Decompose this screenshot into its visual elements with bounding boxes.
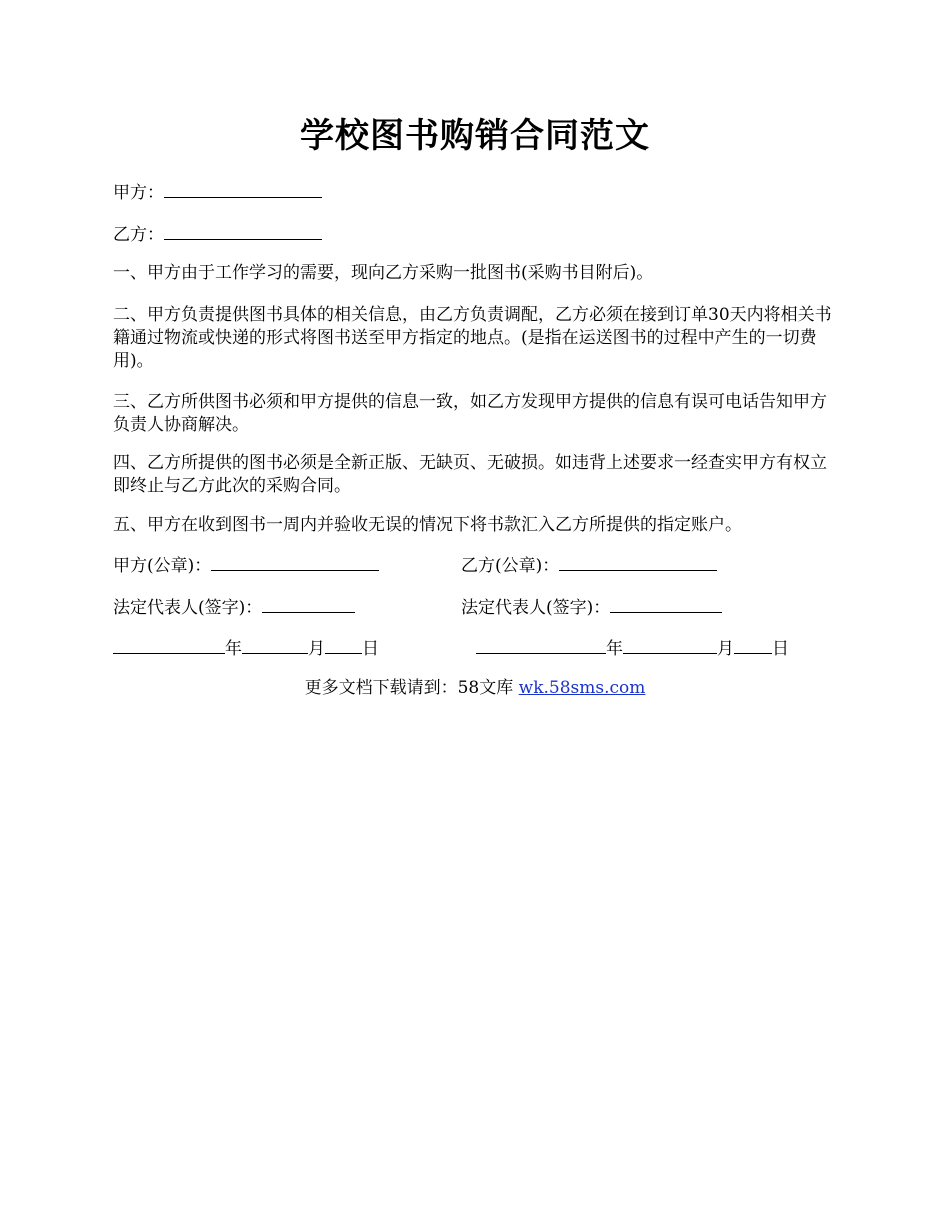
date-b-month-blank — [623, 636, 717, 654]
date-a-month-label: 月 — [308, 639, 325, 659]
rep-a-blank — [262, 595, 355, 613]
date-a-line — [113, 636, 379, 661]
clause-5: 五、甲方在收到图书一周内并验收无误的情况下将书款汇入乙方所提供的指定账户。 — [113, 515, 742, 535]
clause-2: 二、甲方负责提供图书具体的相关信息，由乙方负责调配，乙方必须在接到订单30天内将相关书籍通过物流或快递的形式将图书送至甲方指定的地点。(是指在运送图书的过程中产生的一切费用)。 — [113, 305, 832, 371]
date-a-year-label: 年 — [225, 639, 242, 659]
footer-link[interactable]: wk.58sms.com — [518, 678, 646, 698]
date-a-month-blank — [242, 636, 308, 654]
party-a-blank — [164, 180, 322, 198]
footer — [0, 677, 950, 700]
date-a-day-label: 日 — [362, 639, 379, 659]
party-a-seal-label: 甲方(公章)： — [113, 556, 212, 576]
date-b-month-label: 月 — [717, 639, 734, 659]
date-b-day-blank — [734, 636, 772, 654]
party-a-label: 甲方： — [113, 183, 164, 203]
party-a-seal-blank — [211, 553, 379, 571]
party-b-label: 乙方： — [113, 225, 164, 245]
date-a-day-blank — [325, 636, 362, 654]
clause-4: 四、乙方所提供的图书必须是全新正版、无缺页、无破损。如违背上述要求一经查实甲方有权立即终止与乙方此次的采购合同。 — [113, 453, 827, 496]
rep-b-label: 法定代表人(签字)： — [461, 598, 611, 618]
clause-1: 一、甲方由于工作学习的需要，现向乙方采购一批图书(采购书目附后)。 — [113, 263, 654, 283]
date-b-day-label: 日 — [772, 639, 789, 659]
rep-a-label: 法定代表人(签字)： — [113, 598, 263, 618]
clause-3: 三、乙方所供图书必须和甲方提供的信息一致，如乙方发现甲方提供的信息有误可电话告知甲方负责人协商解决。 — [113, 392, 827, 435]
date-b-year-label: 年 — [606, 639, 623, 659]
party-b-seal-blank — [559, 553, 717, 571]
rep-b-line — [461, 595, 722, 620]
date-b-line — [476, 636, 789, 661]
date-b-year-blank — [476, 636, 606, 654]
party-b-blank — [164, 222, 322, 240]
party-a-seal-line — [113, 553, 379, 578]
footer-prefix: 更多文档下载请到：58文库 — [304, 678, 514, 698]
document-title: 学校图书购销合同范文 — [300, 116, 650, 156]
party-b-seal-line — [461, 553, 717, 578]
party-b-line — [113, 222, 322, 247]
party-b-seal-label: 乙方(公章)： — [461, 556, 560, 576]
date-a-year-blank — [113, 636, 225, 654]
party-a-line — [113, 180, 322, 205]
rep-a-line — [113, 595, 355, 620]
rep-b-blank — [610, 595, 722, 613]
